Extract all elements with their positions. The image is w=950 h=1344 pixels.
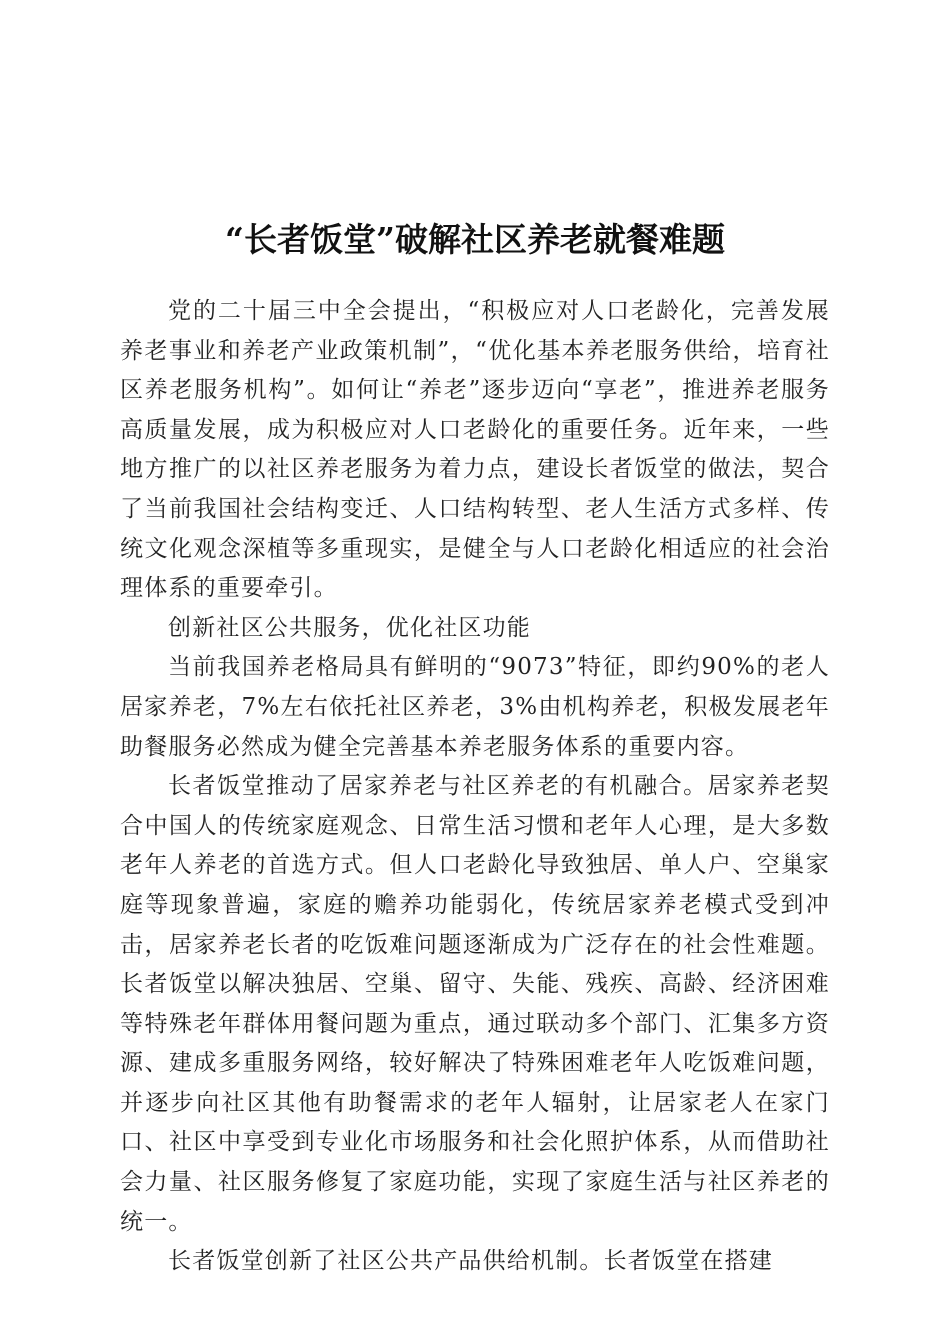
article-body bbox=[120, 292, 830, 1282]
section-heading: 创新社区公共服务，优化社区功能 bbox=[168, 614, 531, 641]
paragraph-integration: 长者饭堂推动了居家养老与社区养老的有机融合。居家养老契合中国人的传统家庭观念、日常生活习惯和老年人心理，是大多数老年人养老的首选方式。但人口老龄化导致独居、单人户、空巢家庭等现象普遍，家庭的赡养功能弱化，传统居家养老模式受到冲击，居家养老长者的吃饭难问题逐渐成为广泛存在的社会性难题。长者饭堂以解决独居、空巢、留守、失能、残疾、高龄、经济困难等特殊老年群体用餐问题为重点，通过联动多个部门、汇集多方资源、建成多重服务网络，较好解决了特殊困难老年人吃饭难问题，并逐步向社区其他有助餐需求的老年人辐射，让居家老人在家门口、社区中享受到专业化市场服务和社会化照护体系，从而借助社会力量、社区服务修复了家庭功能，实现了家庭生活与社区养老的统一。 bbox=[120, 773, 830, 1235]
paragraph-supply-mechanism: 长者饭堂创新了社区公共产品供给机制。长者饭堂在搭建 bbox=[168, 1248, 773, 1275]
paragraph-9073: 当前我国养老格局具有鲜明的“9073”特征，即约90%的老人居家养老，7%左右依托社区养老，3%由机构养老，积极发展老年助餐服务必然成为健全完善基本养老服务体系的重要内容。 bbox=[120, 654, 830, 760]
paragraph-intro: 党的二十届三中全会提出，“积极应对人口老龄化，完善发展养老事业和养老产业政策机制”，“优化基本养老服务供给，培育社区养老服务机构”。如何让“养老”逐步迈向“享老”，推进养老服务高质量发展，成为积极应对人口老龄化的重要任务。近年来，一些地方推广的以社区养老服务为着力点，建设长者饭堂的做法，契合了当前我国社会结构变迁、人口结构转型、老人生活方式多样、传统文化观念深植等多重现实，是健全与人口老龄化相适应的社会治理体系的重要牵引。 bbox=[120, 298, 830, 602]
page-title: “长者饭堂”破解社区养老就餐难题 bbox=[225, 220, 725, 260]
